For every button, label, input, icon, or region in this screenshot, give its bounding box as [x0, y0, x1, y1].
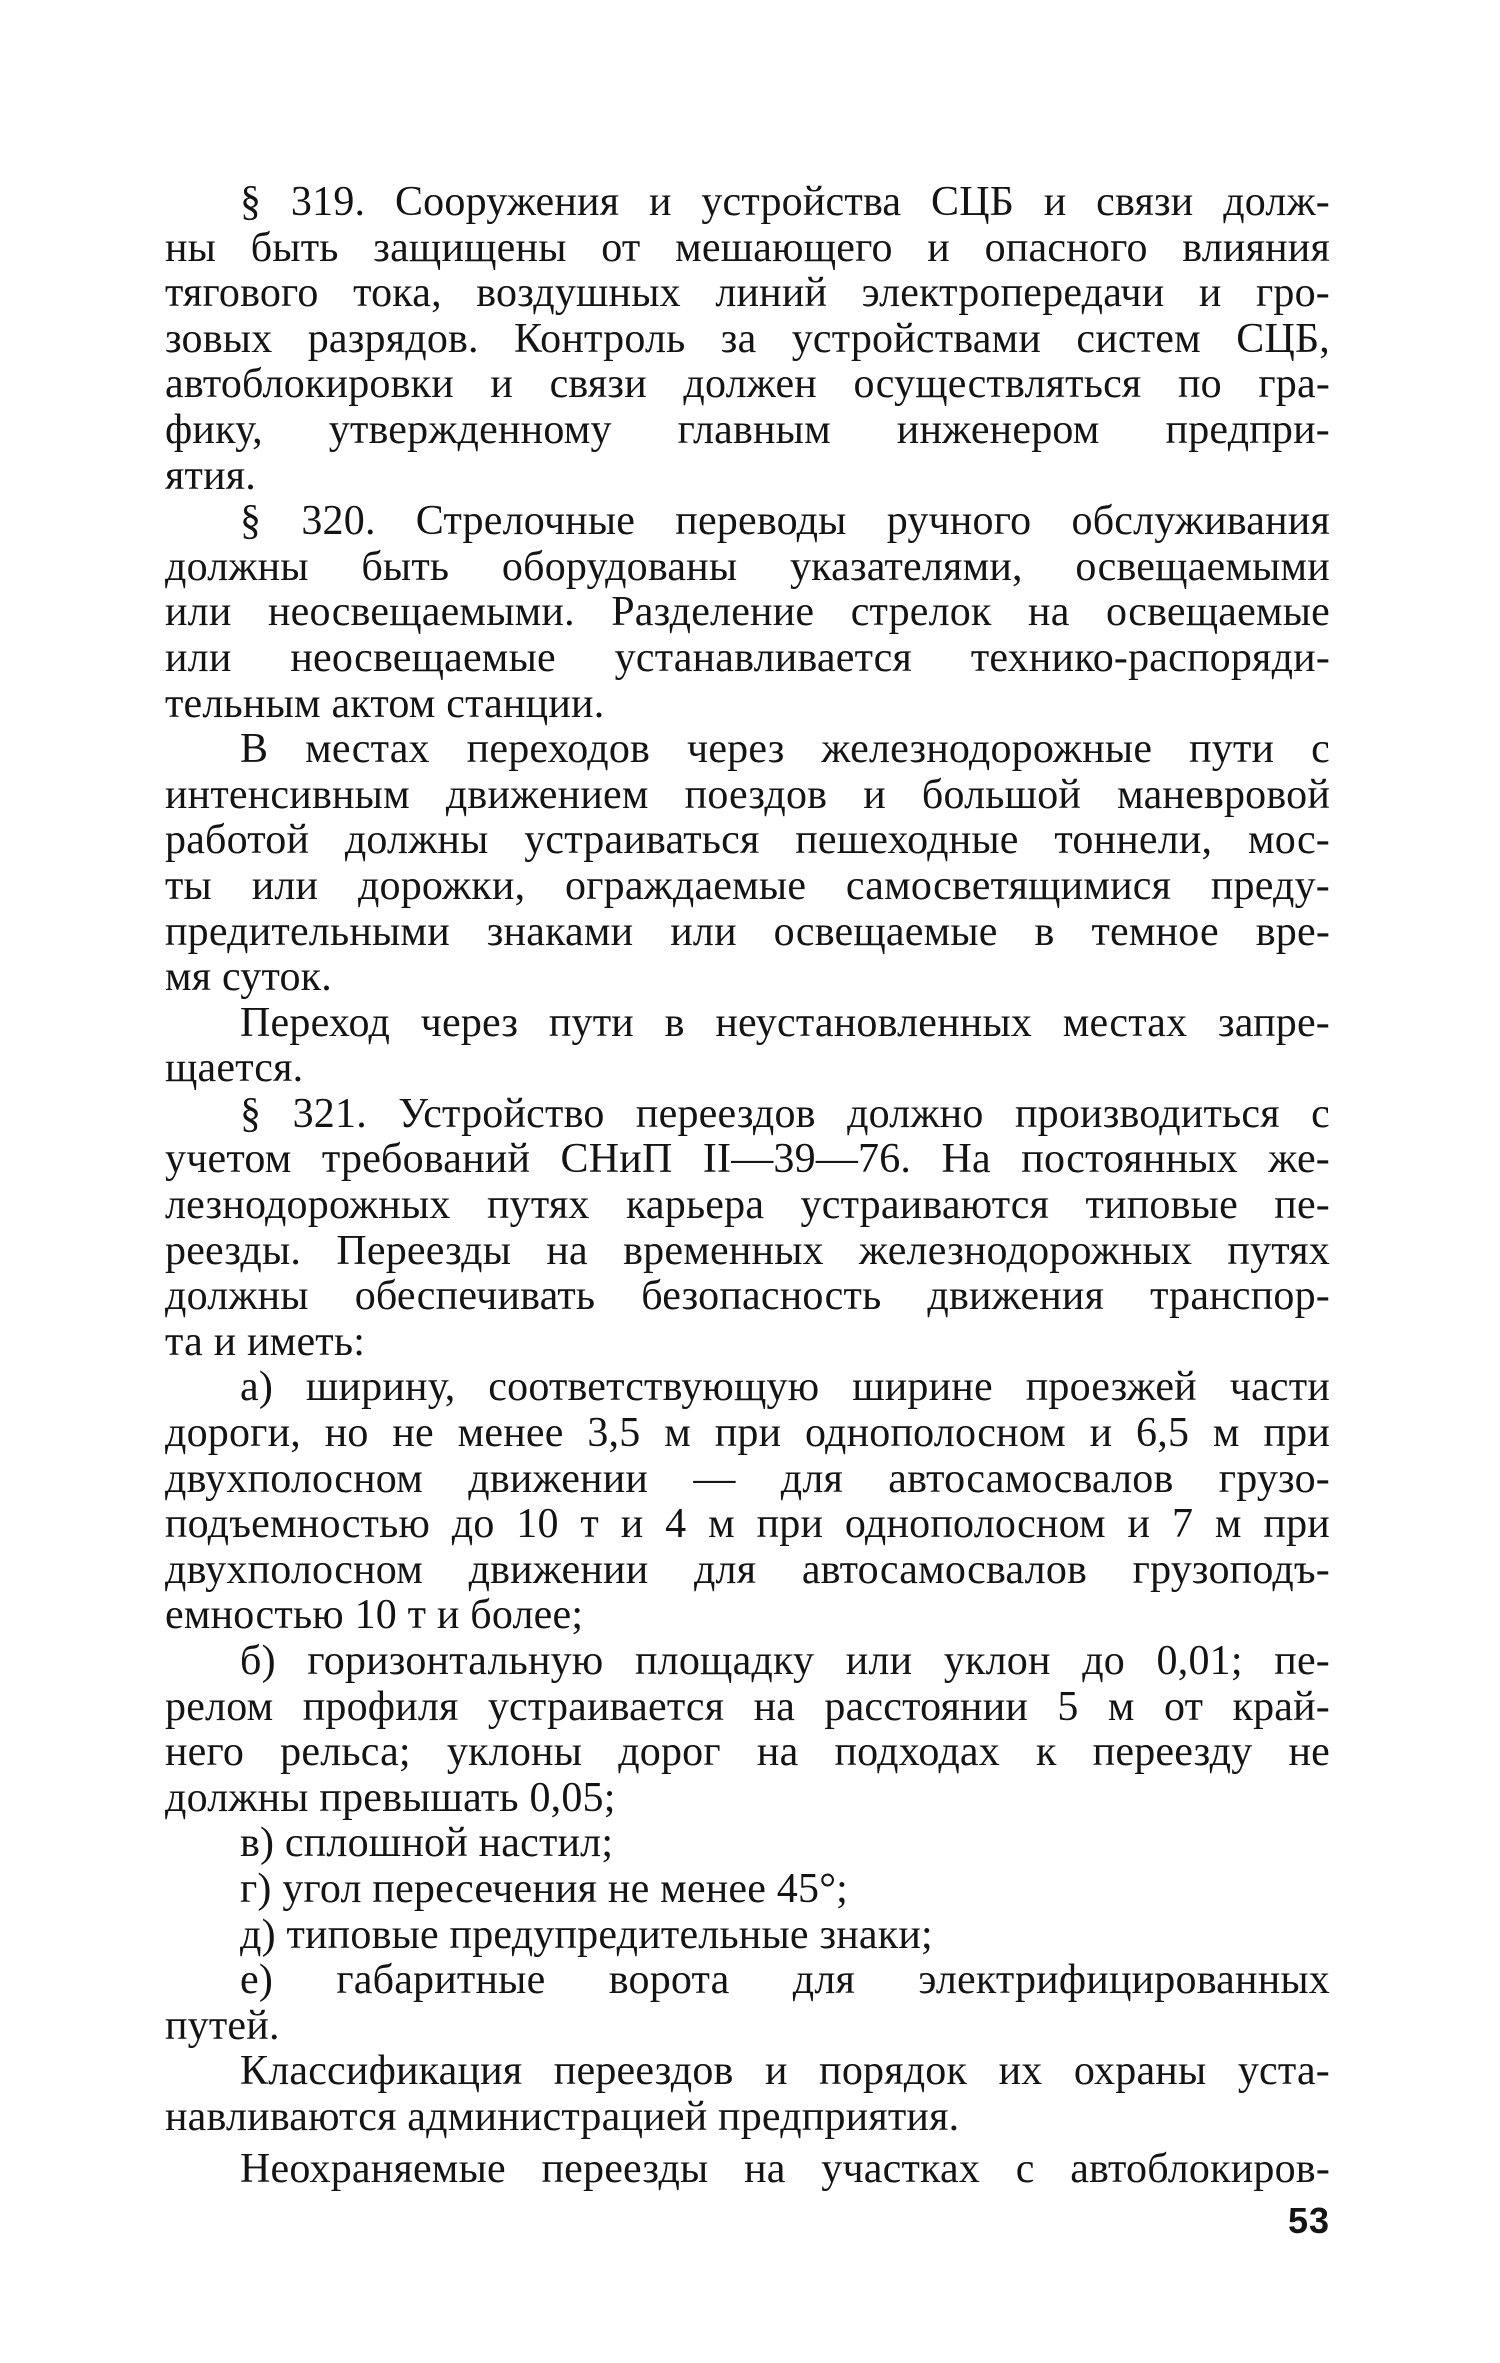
text-line: д) типовые предупредительные знаки;	[240, 1911, 933, 1958]
text-line: учетом требований СНиП II—39—76. На постоянных же-	[165, 1136, 1330, 1183]
text-line: автоблокировки и связи должен осуществляться по гра-	[165, 361, 1330, 408]
text-line: зовых разрядов. Контроль за устройствами систем СЦБ,	[165, 315, 1330, 362]
text-line: или неосвещаемые устанавливается технико-распоряди-	[165, 634, 1330, 681]
text-line: щается.	[165, 1045, 304, 1092]
text-line: реезды. Переезды на временных железнодорожных путях	[165, 1227, 1330, 1274]
text-line: должны обеспечивать безопасность движения транспор-	[165, 1273, 1330, 1320]
text-line: § 319. Сооружения и устройства СЦБ и связи долж-	[240, 179, 1330, 225]
page-number: 53	[1287, 2200, 1330, 2241]
text-line: двухполосном движении — для автосамосвалов грузо-	[165, 1455, 1330, 1502]
text-line: тягового тока, воздушных линий электропередачи и гро-	[165, 270, 1330, 317]
text-line: г) угол пересечения не менее 45°;	[240, 1865, 849, 1912]
text-line: дороги, но не менее 3,5 м при однополосном и 6,5 м при	[165, 1410, 1330, 1457]
text-line: Переход через пути в неустановленных местах запре-	[240, 999, 1330, 1046]
text-line: § 321. Устройство переездов должно производиться с	[240, 1090, 1330, 1137]
text-line: Неохраняемые переезды на участках с автоблокиров-	[240, 2145, 1330, 2192]
text-line: интенсивным движением поездов и большой маневровой	[165, 771, 1330, 818]
text-line: б) горизонтальную площадку или уклон до 0,01; пе-	[240, 1638, 1330, 1684]
text-line: двухполосном движении для автосамосвалов грузоподъ-	[165, 1546, 1330, 1593]
text-line: работой должны устраиваться пешеходные тоннели, мос-	[165, 817, 1330, 864]
text-line: лезнодорожных путях карьера устраиваются типовые пе-	[165, 1182, 1330, 1229]
text-line: в) сплошной настил;	[240, 1820, 614, 1867]
text-line: а) ширину, соответствующую ширине проезжей части	[240, 1364, 1330, 1411]
text-line: § 320. Стрелочные переводы ручного обслуживания	[240, 498, 1330, 545]
text-line: мя суток.	[165, 954, 332, 1001]
text-line: В местах переходов через железнодорожные пути с	[240, 726, 1330, 773]
text-line: релом профиля устраивается на расстоянии 5 м от край-	[165, 1683, 1330, 1730]
text-line: должны превышать 0,05;	[165, 1774, 616, 1821]
text-line: е) габаритные ворота для электрифицированных	[240, 1957, 1330, 2004]
text-line: ны быть защищены от мешающего и опасного влияния	[165, 224, 1330, 271]
text-line: емностью 10 т и более;	[165, 1592, 584, 1639]
text-line: должны быть оборудованы указателями, освещаемыми	[165, 543, 1330, 590]
text-line: или неосвещаемыми. Разделение стрелок на освещаемые	[165, 589, 1330, 636]
text-line: ты или дорожки, ограждаемые самосветящимися преду-	[165, 862, 1330, 909]
text-line: тельным актом станции.	[165, 680, 605, 727]
text-line: ятия.	[165, 452, 256, 499]
text-line: него рельса; уклоны дорог на подходах к переезду не	[165, 1729, 1330, 1776]
text-line: подъемностью до 10 т и 4 м при однополосном и 7 м при	[165, 1501, 1330, 1548]
text-line: предительными знаками или освещаемые в темное вре-	[165, 908, 1330, 955]
text-line: путей.	[165, 2002, 280, 2049]
text-line: фику, утвержденному главным инженером предпри-	[165, 406, 1330, 453]
text-line: навливаются администрацией предприятия.	[165, 2093, 960, 2140]
body-text	[165, 180, 1330, 2192]
text-line: та и иметь:	[165, 1318, 366, 1365]
text-line: Классификация переездов и порядок их охраны уста-	[240, 2048, 1330, 2095]
